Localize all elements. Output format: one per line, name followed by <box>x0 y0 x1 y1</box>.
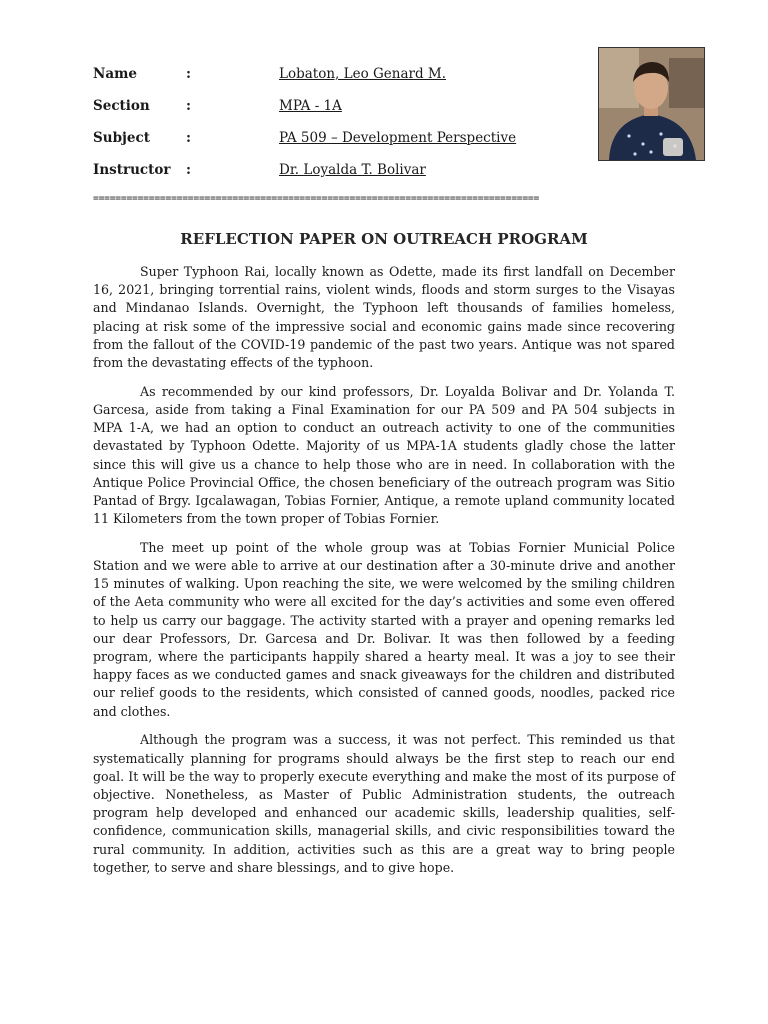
paragraph-2: As recommended by our kind professors, Dr. Loyalda Bolivar and Dr. Yolanda T. Garcesa, aside from taking a Final Examination for our PA 509 and PA 504 subjects in MPA 1-A, we had an option to conduct an outreach activity to one of the communities devastated by Typhoon Odette. Majority of us MPA-1A students gladly chose the latter since this will give us a chance to help those who are in need. In collaboration with the Antique Police Provincial Office, the chosen beneficiary of the outreach program was Sitio Pantad of Brgy. Igcalawagan, Tobias Fornier, Antique, a remote upland community located 11 Kilometers from the town proper of Tobias Fornier. <box>93 383 675 527</box>
instructor-value: Dr. Loyalda T. Bolivar <box>279 162 426 178</box>
name-colon: : <box>186 66 191 82</box>
section-colon: : <box>186 98 191 114</box>
paragraph-3: The meet up point of the whole group was at Tobias Fornier Municial Police Station and we were able to arrive at our destination after a 30-minute drive and another 15 minutes of walking. Upon reaching the site, we were welcomed by the smiling children of the Aeta community who were all excited for the day’s activities and some even offered to help us carry our baggage. The activity started with a prayer and opening remarks led our dear Professors, Dr. Garcesa and Dr. Bolivar. It was then followed by a feeding program, where the participants happily shared a hearty meal. It was a joy to see their happy faces as we conducted games and snack giveaways for the children and distributed our relief goods to the residents, which consisted of canned goods, noodles, packed rice and clothes. <box>93 539 675 719</box>
subject-label: Subject <box>93 130 150 146</box>
name-value: Lobaton, Leo Genard M. <box>279 66 447 82</box>
paragraph-1: Super Typhoon Rai, locally known as Odette, made its first landfall on December 16, 2021, bringing torrential rains, violent winds, floods and storm surges to the Visayas and Mindanao Islands. Overnight, the Typhoon left thousands of families homeless, placing at risk some of the impressive social and economic gains made since recovering from the fallout of the COVID-19 pandemic of the past two years. Antique was not spared from the devastating effects of the typhoon. <box>93 264 675 371</box>
section-label: Section <box>93 98 150 114</box>
subject-row <box>93 128 593 160</box>
instructor-colon: : <box>186 162 191 178</box>
student-photo-illustration <box>599 48 704 160</box>
instructor-row <box>93 160 593 192</box>
section-value: MPA - 1A <box>279 98 342 114</box>
section-row <box>93 96 593 128</box>
instructor-label: Instructor <box>93 162 171 178</box>
student-info-header <box>93 64 593 192</box>
paragraph-4: Although the program was a success, it was not perfect. This reminded us that systematically planning for programs should always be the first step to reach our end goal. It will be the way to properly execute everything and make the most of its purpose of objective. Nonetheless, as Master of Public Administration students, the outreach program help developed and enhanced our academic skills, leadership qualities, self-confidence, communication skills, managerial skills, and civic responsibilities toward the rural community. In addition, activities such as this are a great way to bring people together, to serve and share blessings, and to give hope. <box>93 732 675 875</box>
paper-body <box>93 263 675 888</box>
separator-line: ================================================================================ <box>93 193 540 204</box>
subject-colon: : <box>186 130 191 146</box>
paper-title: REFLECTION PAPER ON OUTREACH PROGRAM <box>180 230 588 248</box>
name-label: Name <box>93 66 137 82</box>
subject-value: PA 509 – Development Perspective <box>279 130 517 146</box>
name-row <box>93 64 593 96</box>
student-photo <box>598 47 705 161</box>
